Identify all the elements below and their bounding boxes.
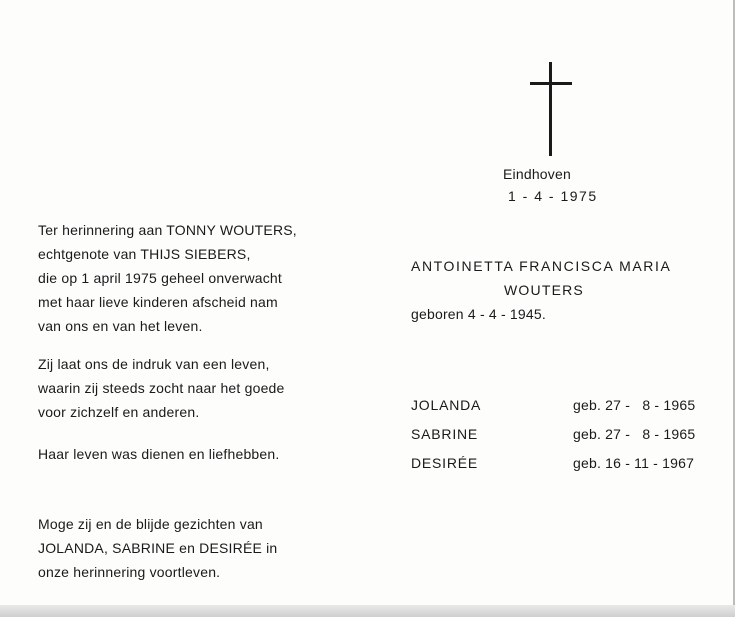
text-line: Haar leven was dienen en liefhebben.	[38, 446, 280, 462]
deceased-surname: WOUTERS	[504, 282, 584, 298]
card-bottom-edge	[0, 605, 735, 617]
child-birth-date: geb. 16 - 11 - 1967	[573, 455, 695, 471]
text-line: JOLANDA, SABRINE en DESIRÉE in	[38, 540, 278, 556]
child-name: DESIRÉE	[411, 455, 479, 471]
text-line: Zij laat ons de indruk van een leven,	[38, 356, 270, 372]
child-birth-date: geb. 27 - 8 - 1965	[573, 426, 696, 442]
text-line: die op 1 april 1975 geheel onverwacht	[38, 270, 283, 286]
cross-icon-vertical	[549, 62, 552, 156]
cross-icon-horizontal	[530, 82, 572, 85]
date-of-death: 1 - 4 - 1975	[508, 188, 598, 204]
text-line: Moge zij en de blijde gezichten van	[38, 516, 263, 532]
place-of-death: Eindhoven	[503, 166, 571, 182]
text-line: onze herinnering voortleven.	[38, 564, 221, 580]
text-line: van ons en van het leven.	[38, 318, 203, 334]
child-name: JOLANDA	[411, 397, 482, 413]
text-line: met haar lieve kinderen afscheid nam	[38, 294, 278, 310]
child-birth-date: geb. 27 - 8 - 1965	[573, 397, 696, 413]
deceased-full-name: ANTOINETTA FRANCISCA MARIA	[411, 258, 672, 274]
child-name: SABRINE	[411, 426, 479, 442]
deceased-birth-date: geboren 4 - 4 - 1945.	[411, 306, 546, 322]
text-line: voor zichzelf en anderen.	[38, 404, 200, 420]
text-line: waarin zij steeds zocht naar het goede	[38, 380, 285, 396]
text-line: Ter herinnering aan TONNY WOUTERS,	[38, 222, 297, 238]
text-line: echtgenote van THIJS SIEBERS,	[38, 246, 251, 262]
